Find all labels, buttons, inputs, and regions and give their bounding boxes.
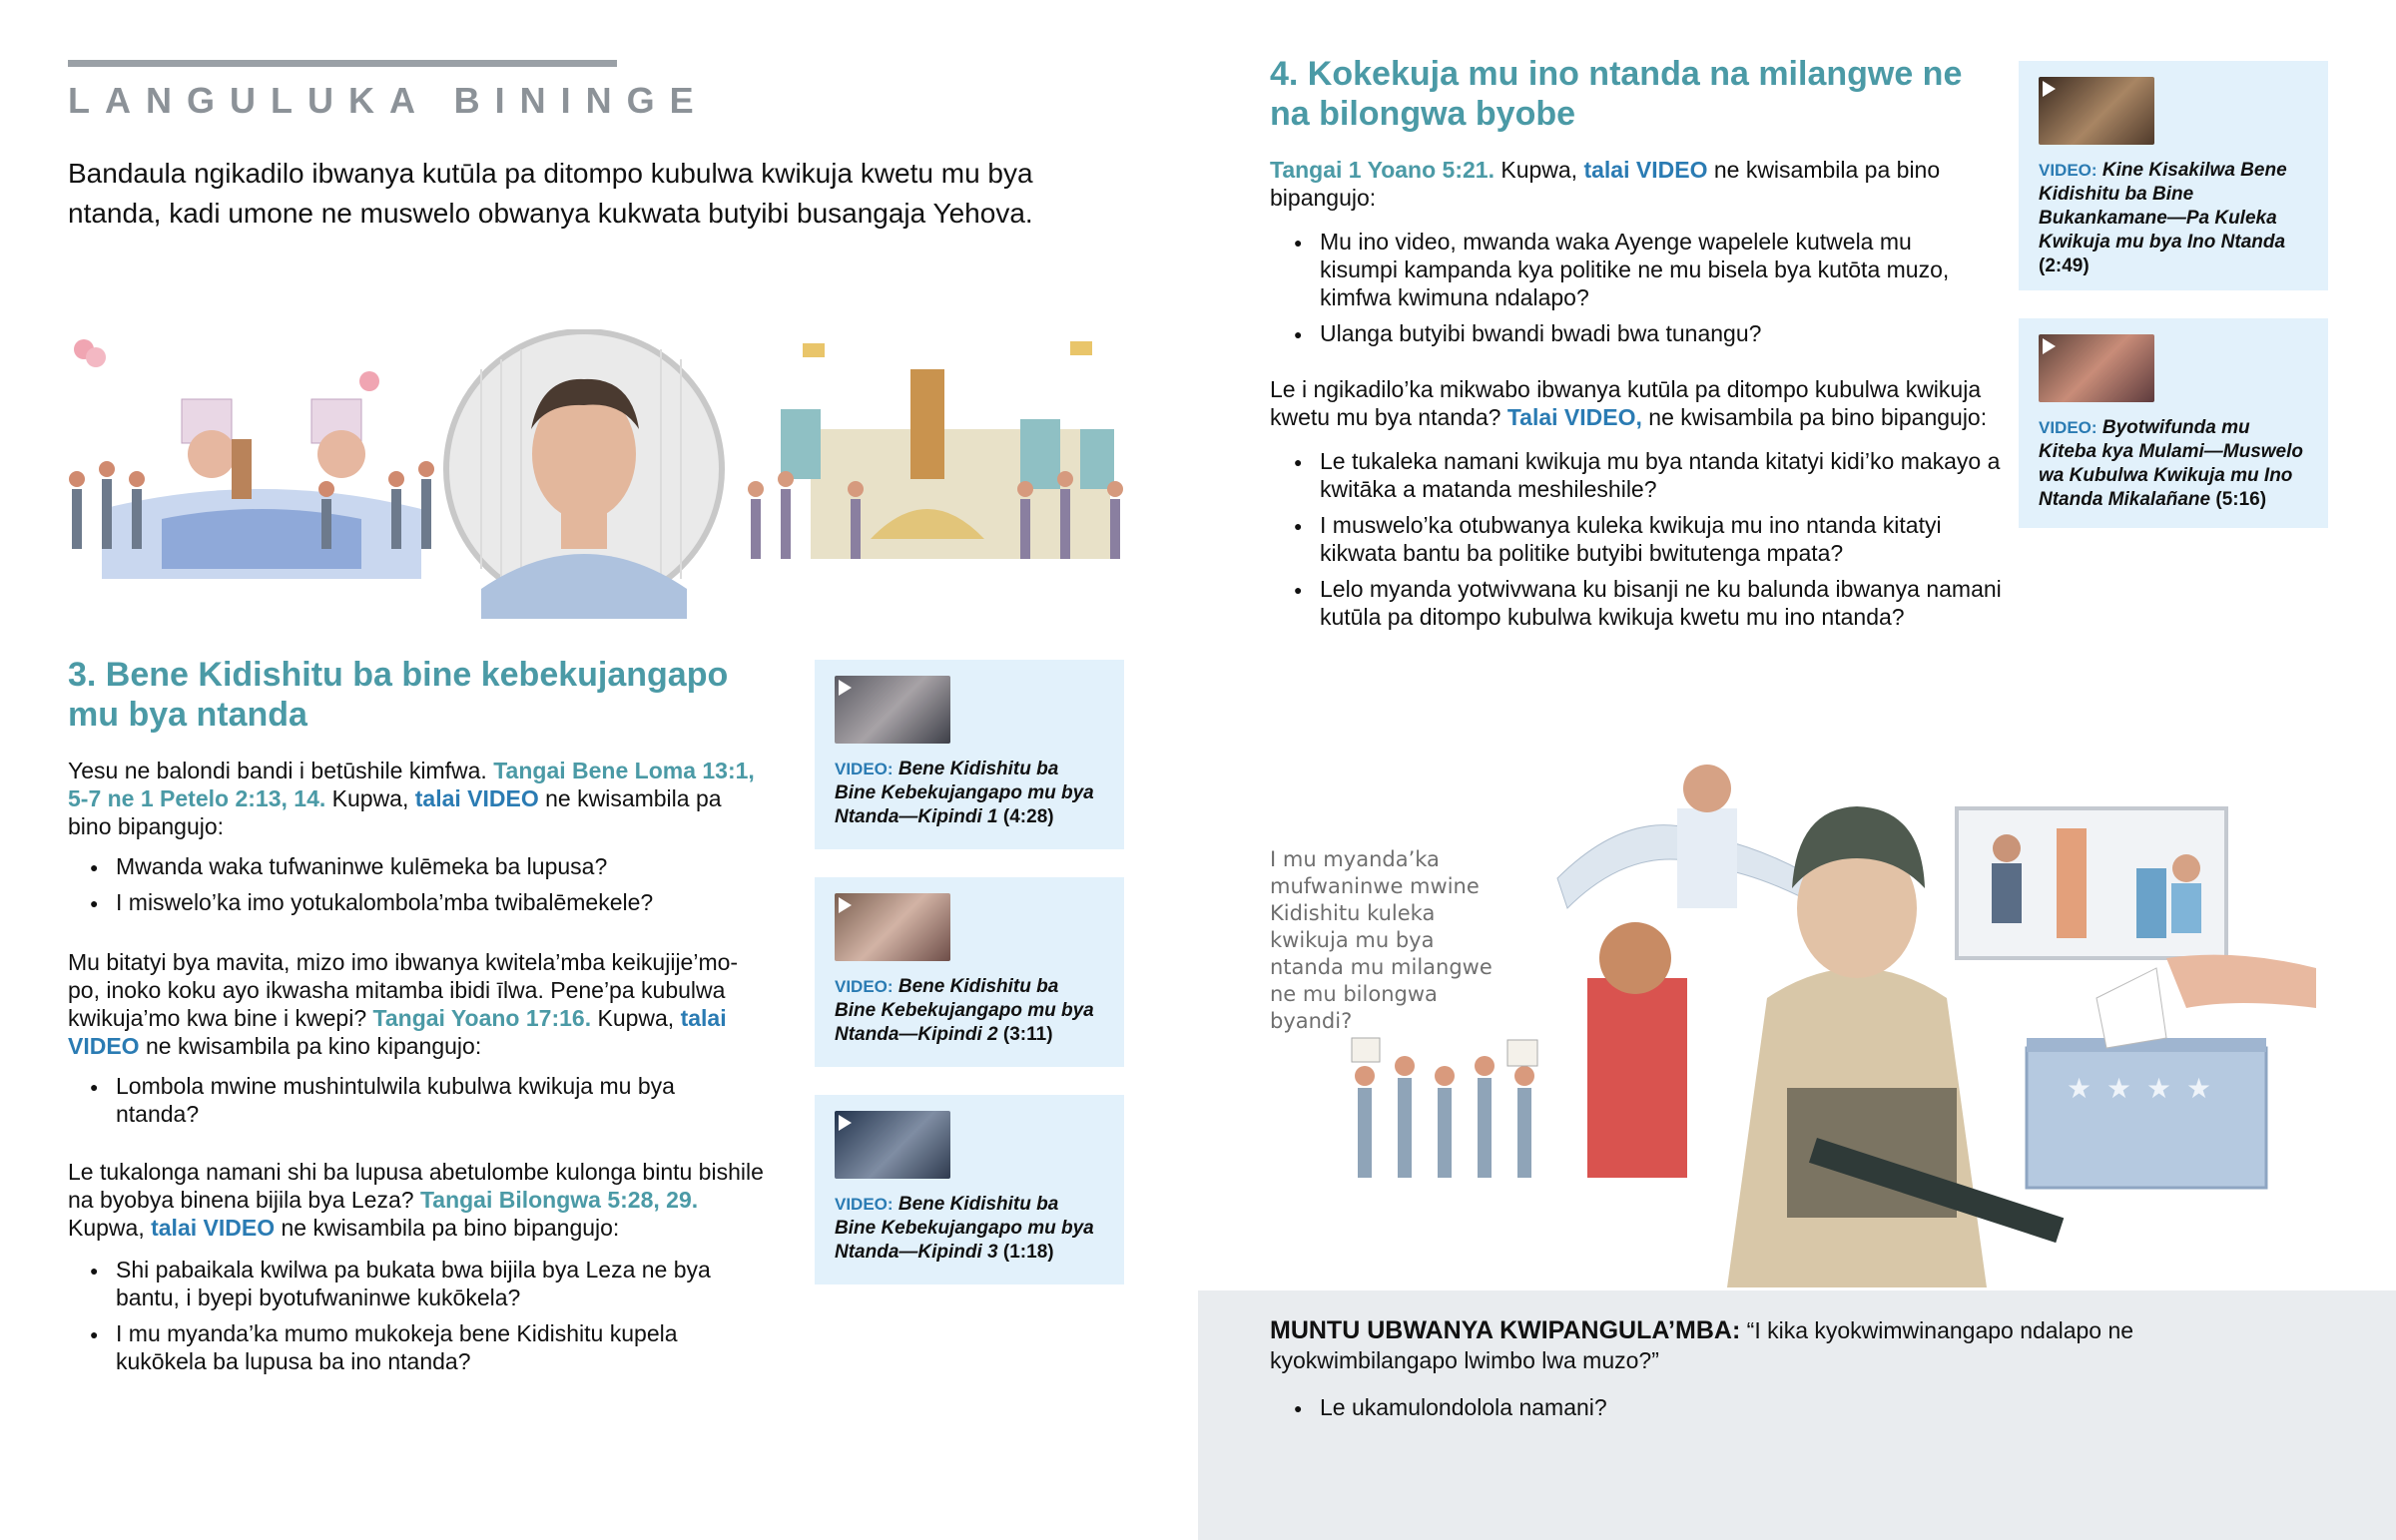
play-icon — [839, 680, 852, 696]
video-thumbnail[interactable] — [835, 676, 950, 744]
paragraph-text: Kupwa, — [325, 785, 415, 811]
video-label: VIDEO: — [2039, 418, 2097, 437]
list-item: ● I muswelo’ka otubwanya kuleka kwikuja mu ino ntanda kitatyi kikwata bantu ba politike butyibi bwitutenga mpata? — [1294, 511, 2013, 567]
play-icon — [2043, 338, 2056, 354]
play-icon — [839, 1115, 852, 1131]
section-3-paragraph-3 — [68, 1158, 767, 1242]
paragraph-text: Kupwa, — [1494, 157, 1584, 183]
paragraph-text: Le i ngikadilo’ka mikwabo ibwanya kutūla pa ditompo kubulwa kwikuja kwetu mu bya ntanda? — [1270, 376, 1982, 430]
video-title[interactable]: Bene Kidishitu ba Bine Kebekujangapo mu bya Ntanda—Kipindi 2 — [835, 976, 1094, 1045]
intro-text: Bandaula ngikadilo ibwanya kutūla pa ditompo kubulwa kwikuja kwetu mu bya ntanda, kadi umone ne muswelo obwanya kukwata butyibi busangaja Yehova. — [68, 158, 1033, 229]
list-item: ● I mu myanda’ka mumo mukokeja bene Kidishitu kupela kukōkela ba lupusa ba ino ntanda? — [90, 1319, 729, 1375]
section-rule — [68, 60, 617, 67]
video-card[interactable] — [815, 660, 1124, 849]
list-item: ● Le tukaleka namani kwikuja mu bya ntanda kitatyi kidi’ko makayo a kwitāka a matanda meshileshile? — [1294, 447, 2013, 503]
question-list — [90, 852, 769, 924]
question-block — [1270, 1315, 2248, 1375]
list-item: ● I miswelo’ka imo yotukalombola’mba twibalēmekele? — [90, 888, 769, 916]
video-label: VIDEO: — [835, 760, 894, 778]
question-list — [90, 1256, 729, 1383]
paragraph-text: ne kwisambila pa bino bipangujo: — [275, 1215, 620, 1241]
list-item: ● Mwanda waka tufwaninwe kulēmeka ba lupusa? — [90, 852, 769, 880]
video-duration: (2:49) — [2039, 256, 2090, 276]
paragraph-text: Kupwa, — [68, 1215, 152, 1241]
section-3-title: 3. Bene Kidishitu ba bine kebekujangapo mu bya ntanda — [68, 656, 729, 734]
video-label: VIDEO: — [2039, 161, 2097, 180]
video-label: VIDEO: — [835, 977, 894, 996]
video-link[interactable]: talai VIDEO — [414, 785, 539, 811]
illustration-caption: I mu myanda’ka mufwaninwe mwine Kidishitu kuleka kwikuja mu bya ntanda mu milangwe ne mu bilongwa byandi? — [1270, 847, 1493, 1033]
video-link[interactable]: Talai VIDEO, — [1506, 404, 1642, 430]
paragraph-text: ne kwisambila pa bino bipangujo: — [68, 785, 722, 839]
list-item: ● Lombola mwine mushintulwila kubulwa kwikuja mu bya ntanda? — [90, 1072, 689, 1128]
paragraph-text: Kupwa, — [591, 1005, 681, 1031]
section-4-title: 4. Kokekuja mu ino ntanda na milangwe ne na bilongwa byobe — [1270, 55, 1963, 133]
section-4-paragraph-2 — [1270, 375, 2009, 431]
lesson-label: LANGULUKA BININGE — [68, 80, 709, 121]
video-duration: (3:11) — [1002, 1024, 1053, 1045]
video-thumbnail[interactable] — [835, 1111, 950, 1179]
video-title[interactable]: Bene Kidishitu ba Bine Kebekujangapo mu bya Ntanda—Kipindi 1 — [835, 759, 1094, 827]
question-list — [1294, 447, 2013, 639]
list-item: ● Le ukamulondolola namani? — [1294, 1393, 2192, 1421]
video-link[interactable]: talai VIDEO — [151, 1215, 276, 1241]
video-caption — [835, 758, 1104, 829]
video-title[interactable]: Bene Kidishitu ba Bine Kebekujangapo mu bya Ntanda—Kipindi 3 — [835, 1194, 1094, 1263]
scripture-link[interactable]: Tangai 1 Yoano 5:21. — [1270, 157, 1495, 183]
question-list — [90, 1072, 689, 1136]
scripture-link[interactable]: Tangai Yoano 17:16. — [372, 1005, 592, 1031]
play-icon — [839, 897, 852, 913]
paragraph-text: Le tukalonga namani shi ba lupusa abetulombe kulonga bintu bishile na byobya binena bijila bya Leza? — [68, 1159, 764, 1213]
video-duration: (1:18) — [1002, 1242, 1054, 1263]
video-link[interactable]: talai VIDEO — [1583, 157, 1708, 183]
nationalism-illustration — [1338, 759, 2316, 1287]
scripture-link[interactable]: Tangai Bilongwa 5:28, 29. — [419, 1187, 699, 1213]
list-item: ● Ulanga butyibi bwandi bwadi bwa tunangu? — [1294, 319, 1993, 347]
svg-text:★: ★ — [2146, 1073, 2172, 1104]
svg-text:★: ★ — [2067, 1073, 2093, 1104]
section-4-paragraph-1 — [1270, 156, 2009, 212]
list-item: ● Lelo myanda yotwivwana ku bisanji ne ku balunda ibwanya namani kutūla pa ditompo kubulwa kwikuja kwetu mu ino ntanda? — [1294, 575, 2013, 631]
video-link[interactable]: talai VIDEO — [68, 1005, 727, 1059]
video-duration: (5:16) — [2215, 489, 2267, 510]
paragraph-text: ne kwisambila pa kino kipangujo: — [139, 1033, 482, 1059]
play-icon — [2043, 81, 2056, 97]
question-list — [1294, 228, 1993, 355]
video-card[interactable] — [815, 1095, 1124, 1284]
paragraph-text: ne kwisambila pa bino bipangujo: — [1270, 157, 1941, 211]
video-card[interactable] — [2019, 61, 2328, 290]
video-title[interactable]: Byotwifunda mu Kiteba kya Mulami—Muswelo wa Kubulwa Kwikuja mu Ino Ntanda Mikalañane — [2039, 417, 2304, 510]
video-title[interactable]: Kine Kisakilwa Bene Kidishitu ba Bine Bukankamane—Pa Kuleka Kwikuja mu bya Ino Ntanda — [2039, 160, 2287, 253]
paragraph-text: Mu bitatyi bya mavita, mizo imo ibwanya kwitela’mba keikujije’mo-po, inoko koku ayo ikwasha mitamba ibidi īlwa. Pene’pa kubulwa kwikuja’mo kwa bine i kwepi? — [68, 949, 739, 1031]
video-label: VIDEO: — [835, 1195, 894, 1214]
question-list — [1294, 1393, 2192, 1429]
svg-text:★: ★ — [2106, 1073, 2132, 1104]
video-caption — [835, 1193, 1104, 1265]
scripture-link[interactable]: Tangai Bene Loma 13:1, 5-7 ne 1 Petelo 2:13, 14. — [68, 758, 755, 811]
video-caption — [2039, 159, 2308, 278]
video-caption — [835, 975, 1104, 1047]
paragraph-text: Yesu ne balondi bandi i betūshile kimfwa. — [68, 758, 494, 783]
video-thumbnail[interactable] — [2039, 334, 2154, 402]
video-card[interactable] — [815, 877, 1124, 1067]
list-item: ● Mu ino video, mwanda waka Ayenge wapelele kutwela mu kisumpi kampanda kya politike ne mu bisela bya kutōta muzo, kimfwa kwimuna ndalapo? — [1294, 228, 1993, 311]
video-caption — [2039, 416, 2308, 512]
list-item: ● Shi pabaikala kwilwa pa bukata bwa bijila bya Leza ne bya bantu, i byepi byotufwaninwe kukōkela? — [90, 1256, 729, 1311]
video-thumbnail[interactable] — [835, 893, 950, 961]
political-rally-illustration — [62, 329, 1150, 619]
paragraph-text: ne kwisambila pa bino bipangujo: — [1641, 404, 1988, 430]
video-thumbnail[interactable] — [2039, 77, 2154, 145]
section-3-paragraph-1 — [68, 757, 767, 840]
video-duration: (4:28) — [1002, 806, 1054, 827]
section-3-paragraph-2 — [68, 948, 767, 1060]
question-heading: MUNTU UBWANYA KWIPANGULA’MBA: — [1270, 1316, 1741, 1344]
question-quote: “I kika kyokwimwinangapo ndalapo ne kyokwimbilangapo lwimbo lwa muzo?” — [1270, 1317, 2134, 1373]
svg-text:★: ★ — [2186, 1073, 2212, 1104]
video-card[interactable] — [2019, 318, 2328, 528]
